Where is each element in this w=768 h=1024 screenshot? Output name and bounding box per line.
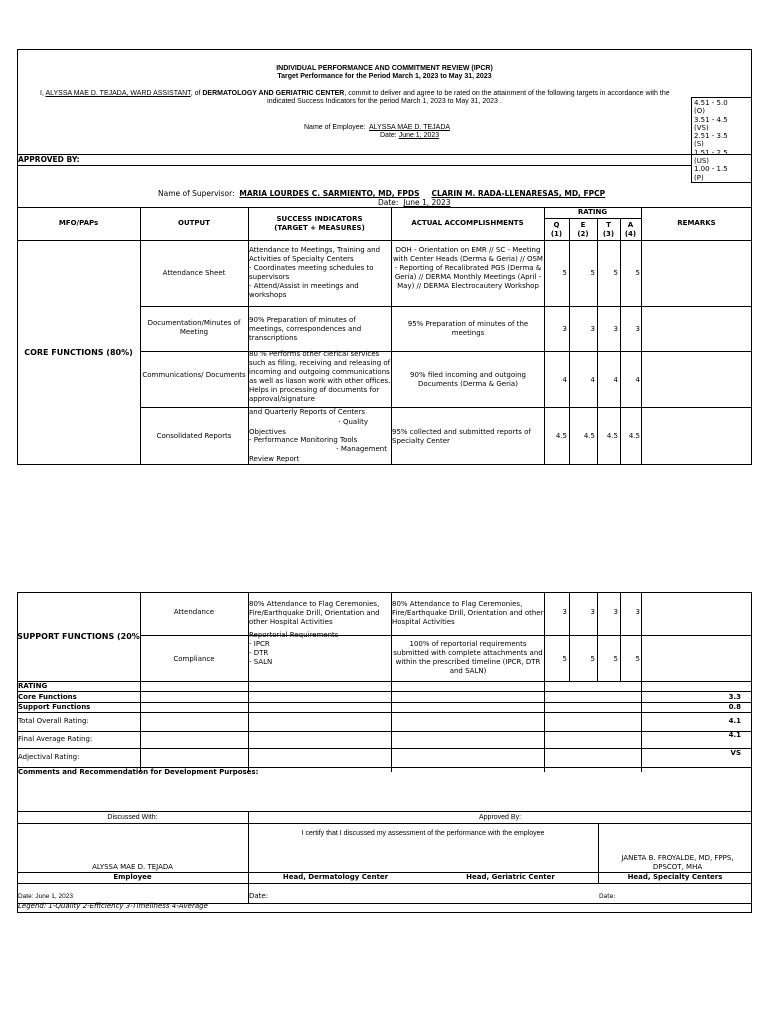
rating-a: 4: [635, 376, 640, 384]
rating-a: 3: [635, 608, 640, 616]
employee-role: Employee: [113, 873, 152, 881]
employee-date: Date: June 1, 2023: [380, 132, 440, 139]
output-cell: Consolidated Reports: [156, 432, 232, 440]
col-line: [544, 592, 545, 772]
form-subtitle: Target Performance for the Period March 1, 2023 to May 31, 2023: [277, 73, 492, 80]
row-line: [17, 823, 752, 824]
rating-e: 4.5: [583, 432, 595, 440]
commitment-statement: I, ALYSSA MAE D. TEJADA, WARD ASSISTANT, of DERMATOLOGY AND GERIATRIC CENTER, commit to deliver and agree to be rated on the attainment of the following targets in accordance with the: [40, 90, 670, 97]
col-line: [620, 592, 621, 681]
approver-role: Head, Specialty Centers: [627, 873, 723, 881]
rating-a: 5: [635, 269, 640, 277]
rating-e: 3: [590, 325, 595, 333]
rating-e: 5: [590, 269, 595, 277]
head-geriatric-role: Head, Geriatric Center: [466, 873, 555, 881]
rating-q: 5: [562, 655, 567, 663]
output-cell: Attendance Sheet: [162, 269, 226, 277]
output-cell: Compliance: [173, 655, 215, 663]
col-header-actual: ACTUAL ACCOMPLISHMENTS: [411, 219, 524, 227]
actual-cell: 80% Attendance to Flag Ceremonies, Fire/Earthquake Drill, Orientation and other Hospital Activities: [392, 600, 544, 626]
rating-t: 4.5: [606, 432, 618, 440]
rating-t: 5: [613, 269, 618, 277]
actual-cell: 95% collected and submitted reports of Specialty Center: [392, 428, 531, 445]
name-of-employee: Name of Employee: ALYSSA MAE D. TEJADA: [304, 124, 451, 131]
final-average-rating-value: 4.1: [728, 731, 741, 739]
indicator-line: - Management: [336, 445, 387, 453]
row-line: [140, 306, 752, 307]
row-line: [140, 351, 752, 352]
col-line: [597, 218, 598, 465]
indicator-cell: Attendance to Meetings, Training and Activities of Specialty Centers - Coordinates meeting schedules to supervisors - Attend/Assist in meetings and workshops: [249, 246, 381, 299]
col-header-output: OUTPUT: [178, 219, 210, 227]
certify-statement: I certify that I discussed my assessment of the performance with the employee: [301, 830, 545, 837]
col-line: [597, 592, 598, 681]
indicator-line: Objectives: [249, 428, 286, 436]
comments-label: Comments and Recommendation for Development Purposes:: [18, 768, 259, 776]
col-header-remarks: REMARKS: [677, 219, 716, 227]
col-line: [569, 592, 570, 681]
actual-cell: DOH - Orientation on EMR // SC - Meeting with Center Heads (Derma & Geria) // OSM - Reporting of Recalibrated PGS (Derma & Geria) // DERMA Monthly Meetings (April - May) // DERMA Electrocautery Workshop: [393, 246, 543, 290]
output-cell: Documentation/Minutes of Meeting: [147, 319, 241, 336]
col-line: [641, 592, 642, 772]
legend: Legend: 1-Quality 2-Efficiency 3-Timeliness 4-Average: [18, 902, 208, 910]
rating-t: 4: [613, 376, 618, 384]
adjectival-rating-label: Adjectival Rating:: [18, 753, 80, 761]
indicator-line: - Performance Monitoring Tools: [249, 436, 358, 444]
rating-t: 5: [613, 655, 618, 663]
support-functions-value: 0.8: [728, 703, 741, 711]
actual-cell: 90% filed incoming and outgoing Documents (Derma & Geria): [410, 371, 526, 388]
row-line: [17, 712, 752, 713]
supervisor-line: Name of Supervisor: MARIA LOURDES C. SARMIENTO, MD, FPDS CLARIN M. RADA-LLENARESAS, MD, FPCP: [158, 189, 606, 198]
indicator-cell: 90% Preparation of minutes of meetings, correspondences and transcriptions: [249, 316, 362, 342]
actual-cell: 95% Preparation of minutes of the meetings: [407, 320, 529, 337]
core-functions-summary-label: Core Functions: [18, 693, 77, 701]
col-header-a: A (4): [624, 221, 637, 238]
rating-scale: 4.51 - 5.0 (O) 3.51 - 4.5 (VS) 2.51 - 3.5 (S) 1.51 - 2.5 (US) 1.00 - 1.5 (P): [694, 99, 728, 182]
col-line: [569, 218, 570, 465]
rating-a: 4.5: [628, 432, 640, 440]
rating-t: 3: [613, 325, 618, 333]
indicator-cell: 80 % Performs other clerical services such as filing, receiving and releasing of incoming and outgoing communications as well as liason work with other offices. Helps in processing of documents for approval/signature: [249, 350, 391, 403]
approved-by-label: Approved By:: [478, 814, 522, 821]
summary-rating-label: RATING: [18, 682, 48, 690]
col-line: [620, 218, 621, 465]
divider: [17, 165, 691, 166]
commitment-statement-line-2: indicated Success Indicators for the period March 1, 2023 to May 31, 2023 .: [267, 98, 502, 105]
approver-signature-name: JANETA B. FROYALDE, MD, FPPS, DPSCOT, MHA: [621, 854, 734, 871]
actual-cell: 100% of reportorial requirements submitted with complete attachments and within the prescribed timeline (IPCR, DTR and SALN): [393, 640, 543, 675]
row-line: [17, 691, 752, 692]
discussed-with-label: Discussed With:: [107, 814, 158, 821]
rating-q: 3: [562, 608, 567, 616]
employee-sign-date: Date: June 1, 2023: [18, 893, 73, 900]
row-line: [140, 407, 752, 408]
col-line: [641, 207, 642, 465]
divider: [17, 154, 752, 155]
specialty-sign-date: Date:: [599, 893, 616, 900]
supervisor-date: Date: June 1, 2023: [378, 198, 451, 207]
core-functions-value: 3.3: [728, 693, 741, 701]
rating-sub-line: [544, 218, 641, 219]
col-header-e: E (2): [577, 221, 589, 238]
output-cell: Communications/ Documents: [142, 371, 246, 379]
indicator-line: and Quarterly Reports of Centers: [249, 408, 366, 416]
output-cell: Attendance: [173, 608, 215, 616]
core-functions-label: CORE FUNCTIONS (80%): [24, 348, 133, 357]
col-header-q: Q (1): [550, 221, 563, 238]
indicator-cell: 80% Attendance to Flag Ceremonies, Fire/Earthquake Drill, Orientation and other Hospital Activities: [249, 600, 380, 626]
rating-e: 5: [590, 655, 595, 663]
approver-sign-date: Date:: [249, 892, 269, 900]
support-functions-summary-label: Support Functions: [18, 703, 91, 711]
indicator-line: Review Report: [249, 455, 300, 463]
rating-a: 5: [635, 655, 640, 663]
rating-a: 3: [635, 325, 640, 333]
rating-e: 4: [590, 376, 595, 384]
col-line: [544, 207, 545, 465]
approved-by-label: APPROVED BY:: [18, 155, 80, 164]
col-header-rating: RATING: [577, 208, 608, 216]
row-line: [140, 635, 752, 636]
indicator-line: - Quality: [338, 418, 368, 426]
row-line: [17, 883, 752, 884]
rating-q: 5: [562, 269, 567, 277]
rating-e: 3: [590, 608, 595, 616]
row-line: [17, 811, 752, 812]
rating-q: 4.5: [555, 432, 567, 440]
rating-q: 4: [562, 376, 567, 384]
employee-signature-name: ALYSSA MAE D. TEJADA: [92, 863, 173, 871]
rating-q: 3: [562, 325, 567, 333]
total-overall-rating-label: Total Overall Rating:: [18, 717, 89, 725]
col-line: [140, 592, 141, 772]
support-functions-label: SUPPORT FUNCTIONS (20%: [17, 632, 140, 641]
col-header-t: T (3): [602, 221, 615, 238]
col-header-success-indicators: SUCCESS INDICATORS (TARGET + MEASURES): [274, 215, 365, 232]
col-header-mfo: MFO/PAPs: [58, 219, 99, 227]
head-dermatology-role: Head, Dermatology Center: [282, 873, 389, 881]
rating-t: 3: [613, 608, 618, 616]
adjectival-rating-value: VS: [730, 749, 741, 757]
total-overall-rating-value: 4.1: [728, 717, 741, 725]
form-title: INDIVIDUAL PERFORMANCE AND COMMITMENT REVIEW (IPCR): [276, 65, 493, 72]
indicator-cell: Reportorial Requirements - IPCR - DTR - SALN: [249, 631, 339, 666]
final-average-rating-label: Final Average Rating:: [18, 735, 93, 743]
